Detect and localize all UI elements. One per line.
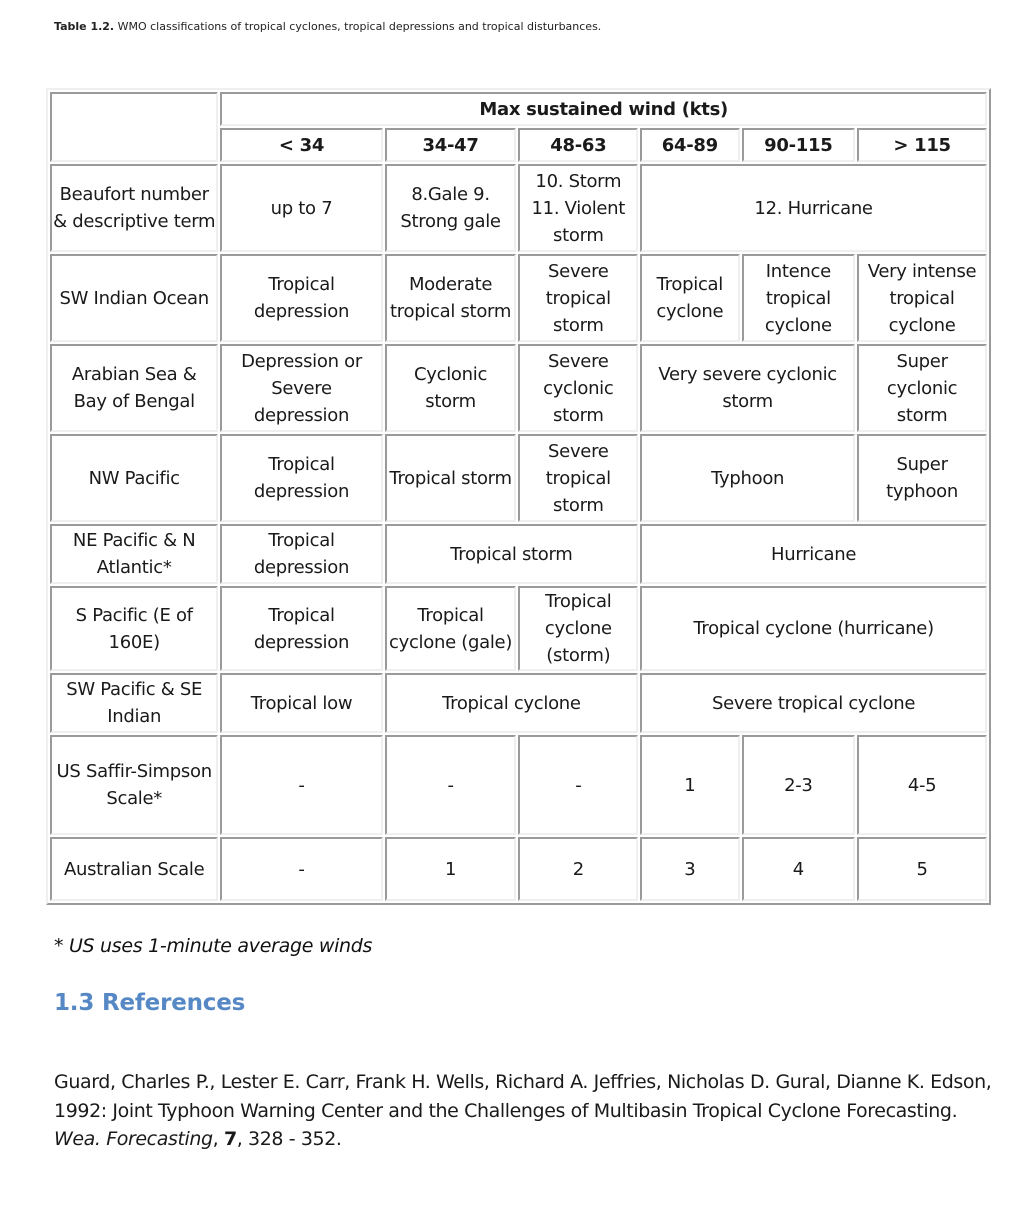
classification-cell: 2	[518, 837, 638, 901]
table-row	[50, 434, 987, 522]
region-label-cell: SW Pacific & SE Indian	[50, 673, 218, 733]
classification-cell: Tropical cyclone (hurricane)	[640, 586, 987, 671]
table-row	[50, 344, 987, 432]
region-label-cell: US Saffir-Simpson Scale*	[50, 735, 218, 835]
reference-authors-title: Guard, Charles P., Lester E. Carr, Frank H. Wells, Richard A. Jeffries, Nicholas D. Gural, Dianne K. Edson, 1992: Joint Typhoon Warning Center and the Challenges of Multibasin Tropical Cyclone Forecasting.	[54, 1071, 992, 1122]
region-label-cell: S Pacific (E of 160E)	[50, 586, 218, 671]
classification-cell: 4-5	[857, 735, 987, 835]
wmo-classification-table	[46, 88, 991, 905]
classification-cell: 4	[742, 837, 856, 901]
classification-cell: Super cyclonic storm	[857, 344, 987, 432]
classification-cell: Intence tropical cyclone	[742, 254, 856, 342]
reference-separator: ,	[212, 1128, 224, 1150]
classification-cell: 1	[640, 735, 739, 835]
table-body	[50, 164, 987, 901]
reference-journal: Wea. Forecasting	[54, 1128, 213, 1150]
region-label-cell: NW Pacific	[50, 434, 218, 522]
classification-cell: Severe tropical storm	[518, 434, 638, 522]
reference-entry	[54, 1068, 994, 1154]
classification-cell: Very severe cyclonic storm	[640, 344, 855, 432]
reference-pages: , 328 - 352.	[236, 1128, 342, 1150]
classification-cell: Super typhoon	[857, 434, 987, 522]
classification-cell: Severe tropical storm	[518, 254, 638, 342]
region-label-cell: Beaufort number & descriptive term	[50, 164, 218, 252]
classification-cell: Tropical depression	[220, 586, 382, 671]
table-row	[50, 837, 987, 901]
classification-cell: Tropical low	[220, 673, 382, 733]
classification-cell: -	[220, 837, 382, 901]
classification-cell: Tropical cyclone (gale)	[385, 586, 517, 671]
table-caption	[54, 20, 601, 33]
classification-cell: Tropical storm	[385, 524, 639, 584]
region-label-cell: Australian Scale	[50, 837, 218, 901]
table-row	[50, 735, 987, 835]
classification-cell: Severe cyclonic storm	[518, 344, 638, 432]
classification-cell: Severe tropical cyclone	[640, 673, 987, 733]
classification-cell: Tropical depression	[220, 434, 382, 522]
classification-cell: Depression or Severe depression	[220, 344, 382, 432]
table-row	[50, 673, 987, 733]
classification-cell: Typhoon	[640, 434, 855, 522]
classification-cell: -	[220, 735, 382, 835]
classification-cell: Tropical depression	[220, 524, 382, 584]
header-corner-cell	[50, 92, 218, 162]
classification-cell: Tropical depression	[220, 254, 382, 342]
classification-cell: 10. Storm 11. Violent storm	[518, 164, 638, 252]
header-row-group	[50, 92, 987, 126]
classification-cell: Very intense tropical cyclone	[857, 254, 987, 342]
region-label-cell: SW Indian Ocean	[50, 254, 218, 342]
table-caption-label: Table 1.2.	[54, 20, 115, 33]
wind-range-header: 90-115	[742, 128, 856, 162]
classification-cell: Tropical cyclone (storm)	[518, 586, 638, 671]
references-heading: 1.3 References	[54, 990, 246, 1016]
classification-cell: -	[518, 735, 638, 835]
wind-range-header: 64-89	[640, 128, 739, 162]
classification-cell: Tropical storm	[385, 434, 517, 522]
classification-cell: 12. Hurricane	[640, 164, 987, 252]
classification-cell: Cyclonic storm	[385, 344, 517, 432]
classification-cell: Moderate tropical storm	[385, 254, 517, 342]
classification-cell: 3	[640, 837, 739, 901]
region-label-cell: NE Pacific & N Atlantic*	[50, 524, 218, 584]
table-caption-text: WMO classifications of tropical cyclones, tropical depressions and tropical disturbances.	[114, 20, 602, 33]
footnote: * US uses 1-minute average winds	[54, 935, 373, 957]
wind-range-header: < 34	[220, 128, 382, 162]
table-row	[50, 164, 987, 252]
reference-volume: 7	[223, 1128, 237, 1150]
wind-range-header: > 115	[857, 128, 987, 162]
wind-range-header: 34-47	[385, 128, 517, 162]
classification-cell: 2-3	[742, 735, 856, 835]
classification-cell: 1	[385, 837, 517, 901]
classification-cell: -	[385, 735, 517, 835]
wind-range-header: 48-63	[518, 128, 638, 162]
classification-cell: Hurricane	[640, 524, 987, 584]
table-row	[50, 586, 987, 671]
classification-cell: 8.Gale 9. Strong gale	[385, 164, 517, 252]
classification-cell: up to 7	[220, 164, 382, 252]
max-wind-group-header: Max sustained wind (kts)	[220, 92, 987, 126]
table-row	[50, 254, 987, 342]
table-row	[50, 524, 987, 584]
classification-cell: Tropical cyclone	[385, 673, 639, 733]
classification-cell: Tropical cyclone	[640, 254, 739, 342]
classification-cell: 5	[857, 837, 987, 901]
region-label-cell: Arabian Sea & Bay of Bengal	[50, 344, 218, 432]
